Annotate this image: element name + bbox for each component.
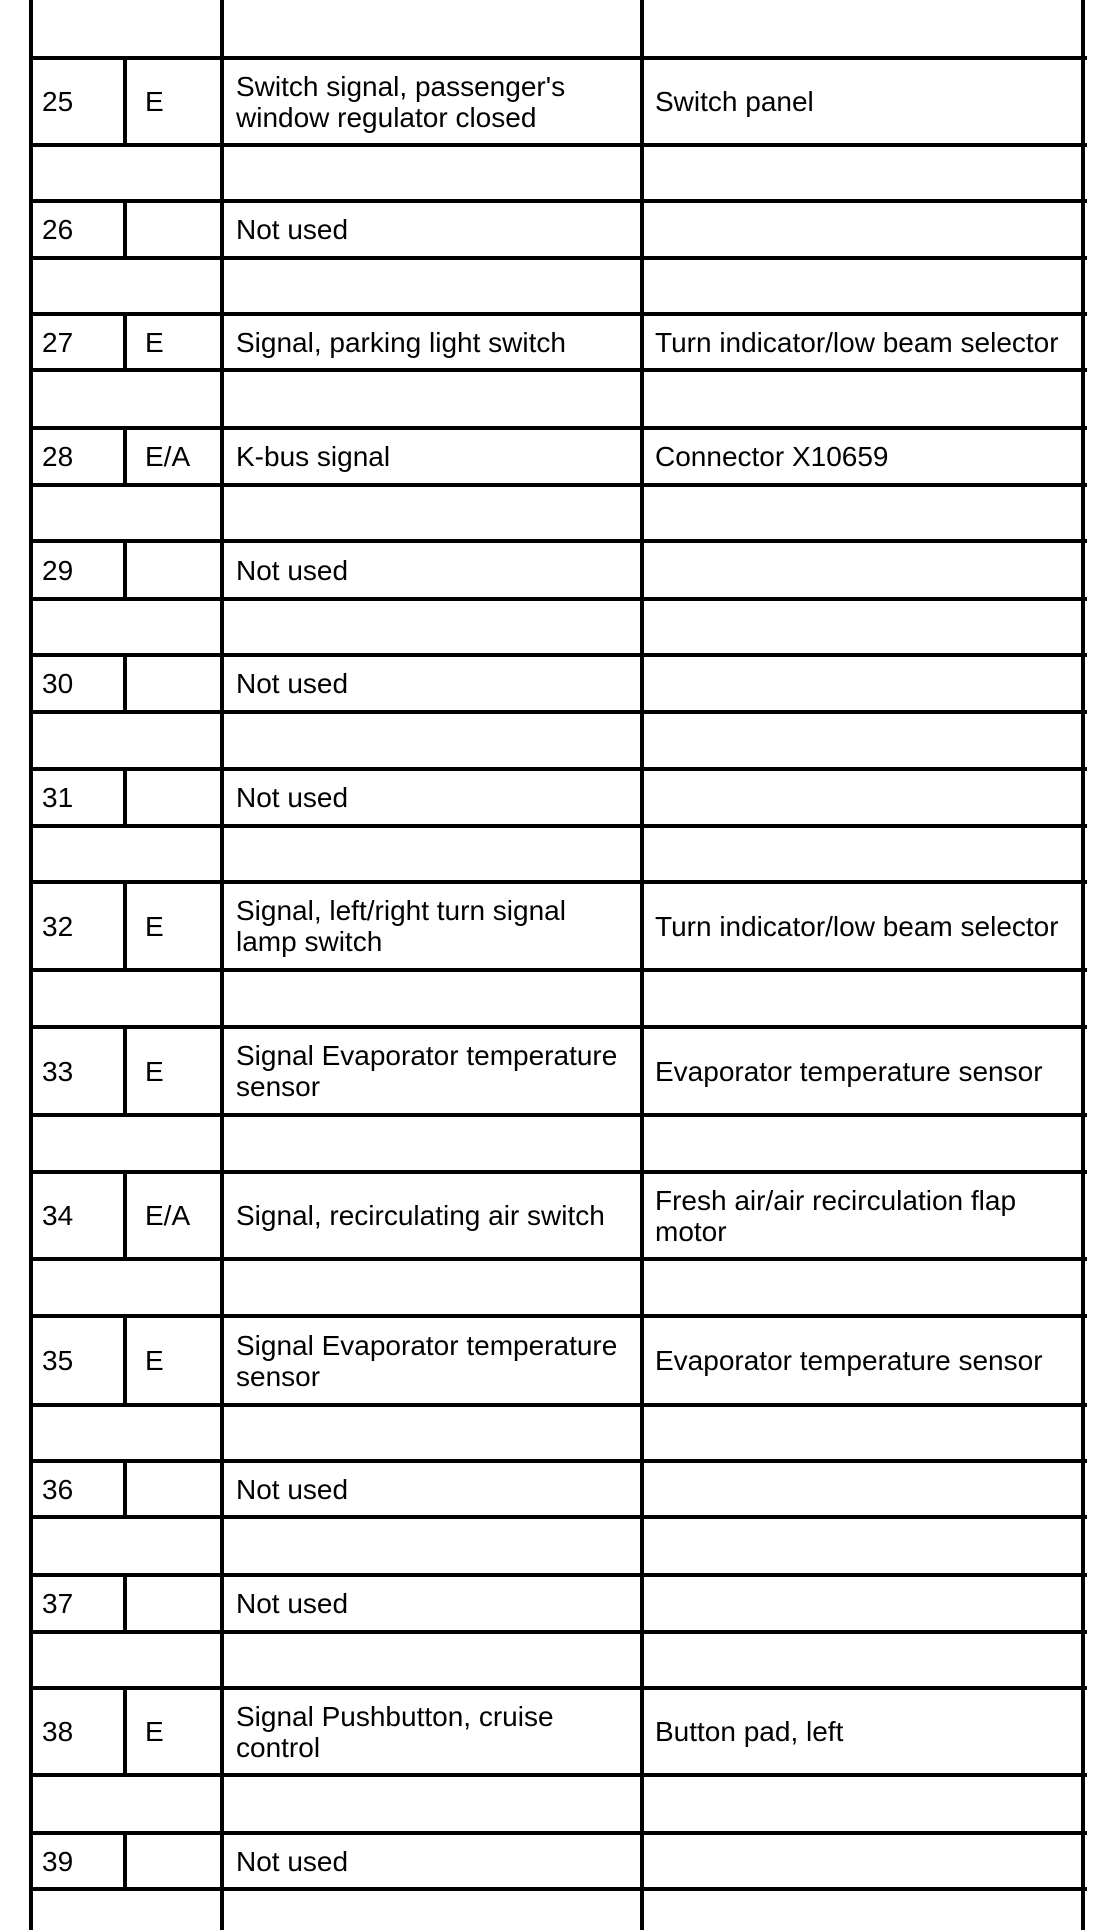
vertical-rule-pin-divider [123,1575,127,1632]
vertical-rule [640,0,644,1930]
description-cell: Switch signal, passenger's window regulator closed [236,70,566,133]
pin-number-cell: 31 [42,782,74,813]
signal-type-cell: E [145,1055,164,1087]
vertical-rule-pin-divider [123,1461,127,1517]
connection-cell: Fresh air/air recirculation flap motor [655,1184,1017,1247]
pin-number-cell: 37 [42,1588,74,1619]
horizontal-rule [31,824,1087,828]
pin-number-cell: 35 [42,1345,74,1376]
horizontal-rule [31,1630,1087,1634]
pin-number-cell: 39 [42,1845,74,1877]
horizontal-rule [31,710,1087,714]
description-cell: Not used [236,668,349,699]
pin-number-cell: 34 [42,1200,74,1231]
description-cell: Signal Pushbutton, cruise control [236,1700,554,1763]
description-cell: Not used [236,214,349,245]
description-cell: K-bus signal [236,441,391,472]
connection-cell [655,543,1079,597]
description-cell: Not used [236,1588,349,1619]
horizontal-rule [31,368,1087,372]
pin-number-cell: 29 [42,554,74,586]
signal-type-cell: E/A [145,441,191,472]
description-cell: Signal Evaporator temperature sensor [236,1329,618,1392]
description-cell: Not used [236,782,349,813]
description-cell: Signal, parking light switch [236,326,566,358]
description-cell: Signal Evaporator temperature sensor [236,1040,618,1102]
connection-cell: Switch panel [655,86,814,117]
horizontal-rule [31,143,1087,147]
vertical-rule [29,0,33,1930]
connection-cell: Connector X10659 [655,441,889,472]
vertical-rule-pin-divider [123,1027,127,1115]
pin-number-cell: 25 [42,86,74,117]
vertical-rule-pin-divider [123,1172,127,1259]
connection-cell: Evaporator temperature sensor [655,1345,1043,1376]
connection-cell [655,657,1079,710]
signal-type-cell [145,771,218,824]
vertical-rule-pin-divider [123,428,127,485]
connection-cell [655,1577,1079,1630]
signal-type-cell: E [145,910,164,942]
vertical-rule-pin-divider [123,1833,127,1889]
description-cell: Not used [236,1473,349,1505]
signal-type-cell: E [145,86,164,117]
horizontal-rule [31,1887,1087,1891]
horizontal-rule [31,483,1087,487]
vertical-rule-pin-divider [123,655,127,712]
horizontal-rule [31,1257,1087,1261]
pin-number-cell: 30 [42,668,74,699]
signal-type-cell: E/A [145,1200,191,1231]
vertical-rule [1081,0,1085,1930]
vertical-rule-pin-divider [123,58,127,145]
pin-number-cell: 38 [42,1716,74,1747]
connection-cell: Evaporator temperature sensor [655,1055,1043,1087]
horizontal-rule [31,597,1087,601]
vertical-rule-pin-divider [123,1316,127,1405]
signal-type-cell: E [145,326,164,358]
vertical-rule-pin-divider [123,769,127,826]
pin-number-cell: 27 [42,326,74,358]
pin-number-cell: 36 [42,1473,74,1505]
connection-cell: Turn indicator/low beam selector [655,326,1059,358]
signal-type-cell [145,1463,218,1515]
pin-number-cell: 33 [42,1055,74,1087]
description-cell: Signal, left/right turn signal lamp switch [236,895,566,957]
connection-cell [655,1835,1079,1887]
vertical-rule [220,0,224,1930]
signal-type-cell [145,657,218,710]
signal-type-cell [145,543,218,597]
vertical-rule-pin-divider [123,201,127,258]
vertical-rule-pin-divider [123,314,127,370]
signal-type-cell: E [145,1716,164,1747]
horizontal-rule [31,1403,1087,1407]
connection-cell [655,203,1079,256]
horizontal-rule [31,256,1087,260]
description-cell: Not used [236,554,349,586]
connection-cell [655,771,1079,824]
signal-type-cell [145,1835,218,1887]
connection-cell: Button pad, left [655,1716,844,1747]
signal-type-cell: E [145,1345,164,1376]
horizontal-rule [31,1773,1087,1777]
signal-type-cell [145,203,218,256]
connection-cell [655,1463,1079,1515]
horizontal-rule [31,1113,1087,1117]
horizontal-rule [31,968,1087,972]
horizontal-rule [31,1515,1087,1519]
connection-cell: Turn indicator/low beam selector [655,910,1059,942]
pin-number-cell: 26 [42,214,74,245]
vertical-rule-pin-divider [123,1688,127,1775]
vertical-rule-pin-divider [123,882,127,970]
description-cell: Signal, recirculating air switch [236,1200,605,1231]
vertical-rule-pin-divider [123,541,127,599]
pin-number-cell: 32 [42,910,74,942]
description-cell: Not used [236,1845,349,1877]
pin-number-cell: 28 [42,441,74,472]
signal-type-cell [145,1577,218,1630]
